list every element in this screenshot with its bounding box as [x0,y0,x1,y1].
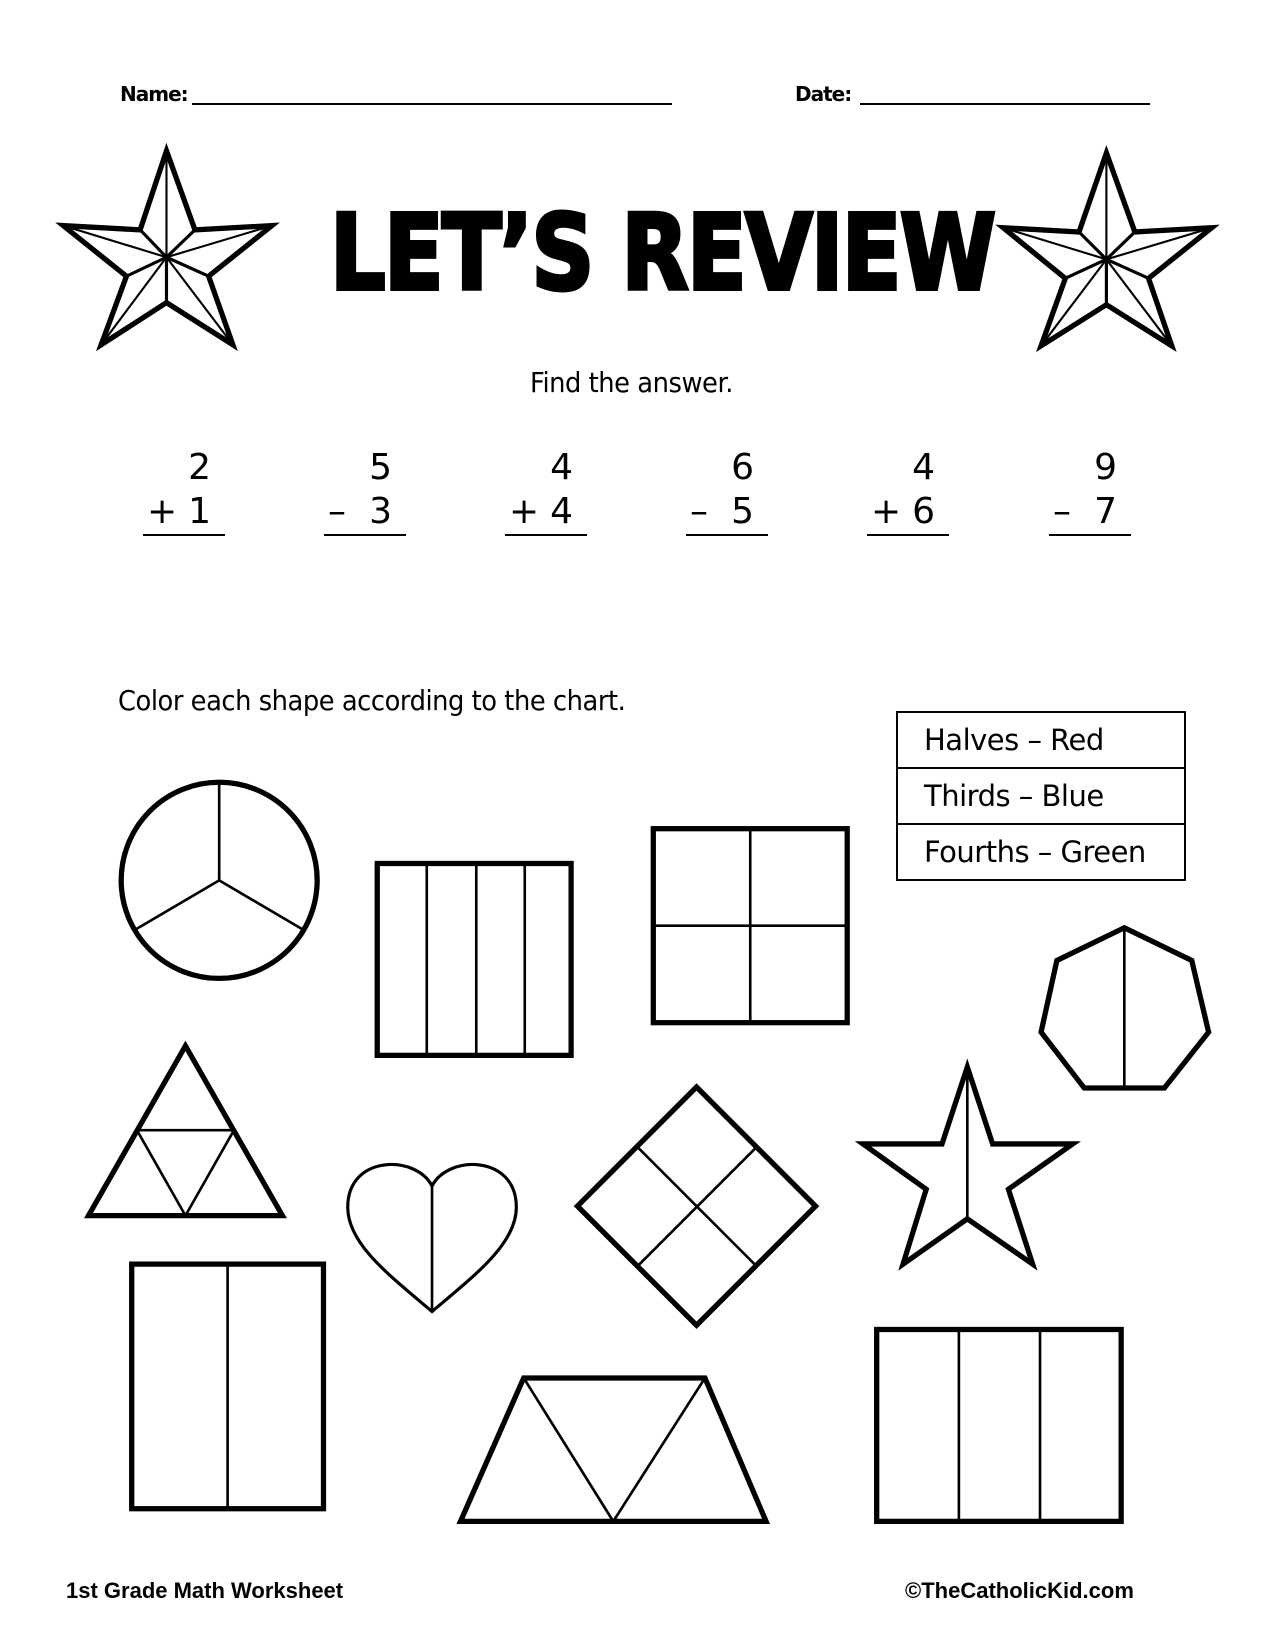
problem-bottom-number: 1 [143,490,225,536]
shape-diamond-fourths[interactable] [577,1087,815,1325]
shape-rectangle-fourths[interactable] [377,863,571,1055]
problem-operator: + [509,491,540,532]
math-problem-1 [143,446,225,536]
math-problem-2 [324,446,406,536]
footer-title: 1st Grade Math Worksheet [66,1578,344,1603]
problem-top-number: 4 [912,447,935,488]
chart-row-fourths: Fourths – Green [924,835,1146,869]
shape-heart-halves[interactable] [348,1165,517,1312]
shape-star-halves[interactable] [863,1067,1073,1264]
problem-top-number: 5 [369,447,392,488]
page-title: LET’S REVIEW [330,192,995,314]
decorative-star-right-icon [1003,153,1212,346]
name-label: Name: [120,82,188,106]
problem-bottom-number: 5 [686,490,768,536]
shapes-instruction: Color each shape according to the chart. [118,684,626,717]
problem-bottom-number: 6 [867,490,949,536]
problem-bottom-number: 4 [505,490,587,536]
shape-triangle-fourths[interactable] [89,1046,283,1216]
problem-top-number: 6 [731,447,754,488]
chart-row-thirds: Thirds – Blue [898,769,1184,825]
problem-operator: – [1053,491,1071,532]
problem-operator: – [328,491,346,532]
math-problem-3 [505,446,587,536]
problem-operator: + [147,491,178,532]
problem-top-number: 2 [188,447,211,488]
shape-trapezoid-thirds[interactable] [460,1378,766,1521]
shape-square-fourths[interactable] [653,829,847,1023]
problem-top-number: 4 [550,447,573,488]
problem-top-number: 9 [1094,447,1117,488]
name-field[interactable] [192,103,672,105]
math-instruction: Find the answer. [530,366,733,399]
math-problem-5 [867,446,949,536]
date-field[interactable] [860,103,1150,105]
date-label: Date: [795,82,852,106]
problem-bottom-number: 3 [324,490,406,536]
decorative-star-left-icon [63,151,272,345]
shape-wide-rectangle-thirds[interactable] [877,1329,1121,1521]
footer-copyright: ©TheCatholicKid.com [905,1578,1134,1603]
color-chart [896,711,1186,881]
shape-heptagon-halves[interactable] [1041,928,1209,1088]
math-problem-4 [686,446,768,536]
problem-bottom-number: 7 [1049,490,1131,536]
shape-circle-thirds[interactable] [121,782,317,978]
math-problem-6 [1049,446,1131,536]
problem-operator: + [871,491,902,532]
chart-row-halves: Halves – Red [898,713,1184,769]
shape-tall-rectangle-halves[interactable] [132,1264,324,1509]
problem-operator: – [690,491,708,532]
